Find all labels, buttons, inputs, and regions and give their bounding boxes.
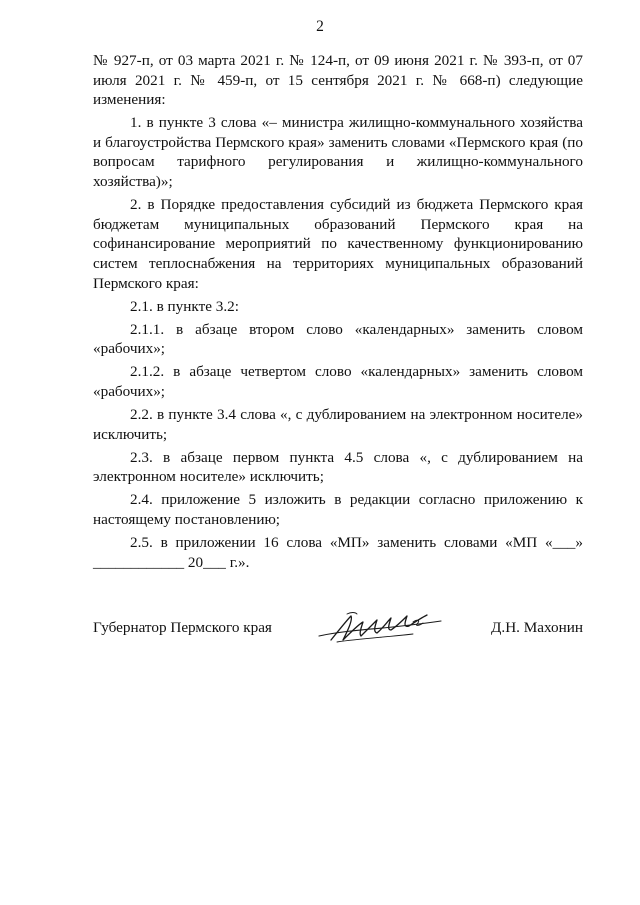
signature-block	[93, 612, 583, 648]
signatory-name: Д.Н. Махонин	[491, 619, 583, 636]
paragraph-item-2-1-2: 2.1.2. в абзаце четвертом слово «календарных» заменить словом «рабочих»;	[93, 363, 583, 400]
paragraph-item-2-4: 2.4. приложение 5 изложить в редакции согласно приложению к настоящему постановлению;	[93, 491, 583, 529]
signatory-position: Губернатор Пермского края	[93, 619, 272, 636]
paragraph-item-1: 1. в пункте 3 слова «– министра жилищно-коммунального хозяйства и благоустройства Пермского края» заменить словами «Пермского края (по вопросам тарифного регулирования и жилищно-коммунального хозяйства)»;	[93, 114, 583, 191]
paragraph-item-2-5: 2.5. в приложении 16 слова «МП» заменить словами «МП «___» ____________ 20___ г.».	[93, 534, 583, 571]
paragraph-item-2-3: 2.3. в абзаце первом пункта 4.5 слова «, с дублированием на электронном носителе» исключить;	[93, 448, 583, 486]
paragraph-item-2-1: 2.1. в пункте 3.2:	[130, 297, 239, 315]
paragraph-item-2-2: 2.2. в пункте 3.4 слова «, с дублированием на электронном носителе» исключить;	[93, 406, 583, 443]
paragraph-item-2-1-1: 2.1.1. в абзаце втором слово «календарных» заменить словом «рабочих»;	[93, 320, 583, 358]
page-number: 2	[316, 18, 324, 35]
handwritten-signature	[317, 606, 445, 650]
document-body	[93, 51, 583, 572]
paragraph-item-2: 2. в Порядке предоставления субсидий из бюджета Пермского края бюджетам муниципальных образований Пермского края на софинансирование мероприятий по качественному функционированию систем теплоснабжения на территориях муниципальных образований Пермского края:	[93, 196, 583, 292]
paragraph-continuation: № 927-п, от 03 марта 2021 г. № 124-п, от 09 июня 2021 г. № 393-п, от 07 июля 2021 г. № 459-п, от 15 сентября 2021 г. № 668-п) следующие изменения:	[93, 52, 583, 109]
